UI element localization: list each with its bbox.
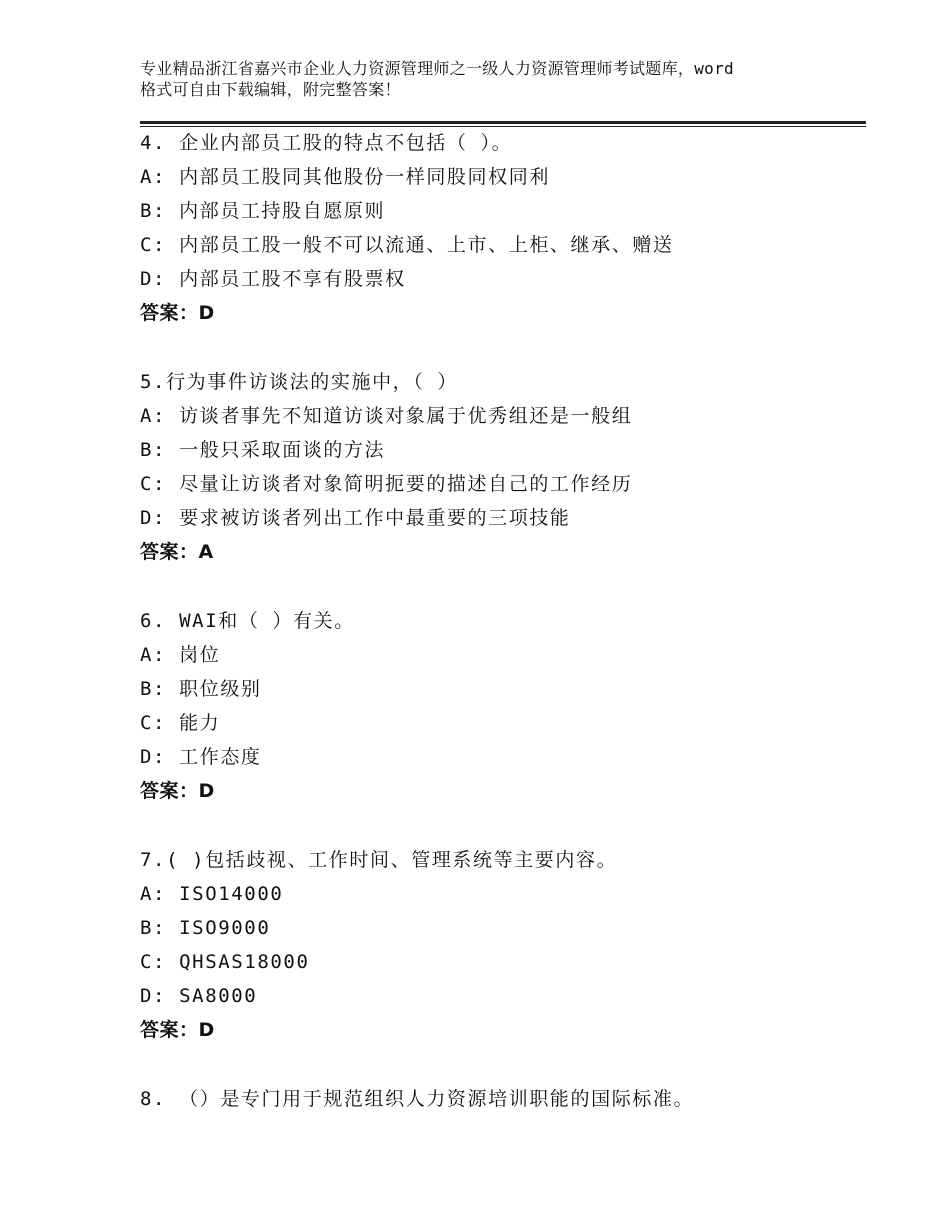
document-header: [140, 58, 830, 100]
option-d: D: 内部员工股不享有股票权: [140, 268, 406, 290]
question-stem: 4. 企业内部员工股的特点不包括（ ）。: [140, 132, 513, 154]
question-4: [140, 126, 860, 330]
option-a: A: 岗位: [140, 644, 221, 666]
option-c: C: 能力: [140, 712, 221, 734]
option-b: B: 职位级别: [140, 678, 262, 700]
option-d: D: 工作态度: [140, 746, 262, 768]
question-8: [140, 1082, 860, 1116]
header-line-1: 专业精品浙江省嘉兴市企业人力资源管理师之一级人力资源管理师考试题库，word: [140, 59, 734, 78]
header-line-2: 格式可自由下载编辑，附完整答案！: [140, 80, 401, 99]
question-6: [140, 604, 860, 808]
question-stem: 6. WAI和（ ）有关。: [140, 610, 355, 632]
option-a: A: ISO14000: [140, 883, 284, 905]
answer-label: 答案：D: [140, 302, 215, 324]
answer-label: 答案：D: [140, 780, 215, 802]
option-a: A: 内部员工股同其他股份一样同股同权同利: [140, 166, 550, 188]
option-d: D: SA8000: [140, 985, 258, 1007]
question-stem: 5.行为事件访谈法的实施中，（ ）: [140, 371, 459, 393]
option-b: B: 内部员工持股自愿原则: [140, 200, 386, 222]
option-c: C: 尽量让访谈者对象简明扼要的描述自己的工作经历: [140, 473, 633, 495]
option-b: B: ISO9000: [140, 917, 271, 939]
option-b: B: 一般只采取面谈的方法: [140, 439, 386, 461]
question-stem: 8. （）是专门用于规范组织人力资源培训职能的国际标准。: [140, 1088, 695, 1110]
option-c: C: 内部员工股一般不可以流通、上市、上柜、继承、赠送: [140, 234, 674, 256]
option-a: A: 访谈者事先不知道访谈对象属于优秀组还是一般组: [140, 405, 633, 427]
header-divider-thick: [140, 121, 866, 124]
option-d: D: 要求被访谈者列出工作中最重要的三项技能: [140, 507, 571, 529]
answer-label: 答案：D: [140, 1019, 215, 1041]
option-c: C: QHSAS18000: [140, 951, 310, 973]
question-stem: 7.( )包括歧视、工作时间、管理系统等主要内容。: [140, 849, 618, 871]
answer-label: 答案：A: [140, 541, 214, 563]
question-5: [140, 365, 860, 569]
question-7: [140, 843, 860, 1047]
